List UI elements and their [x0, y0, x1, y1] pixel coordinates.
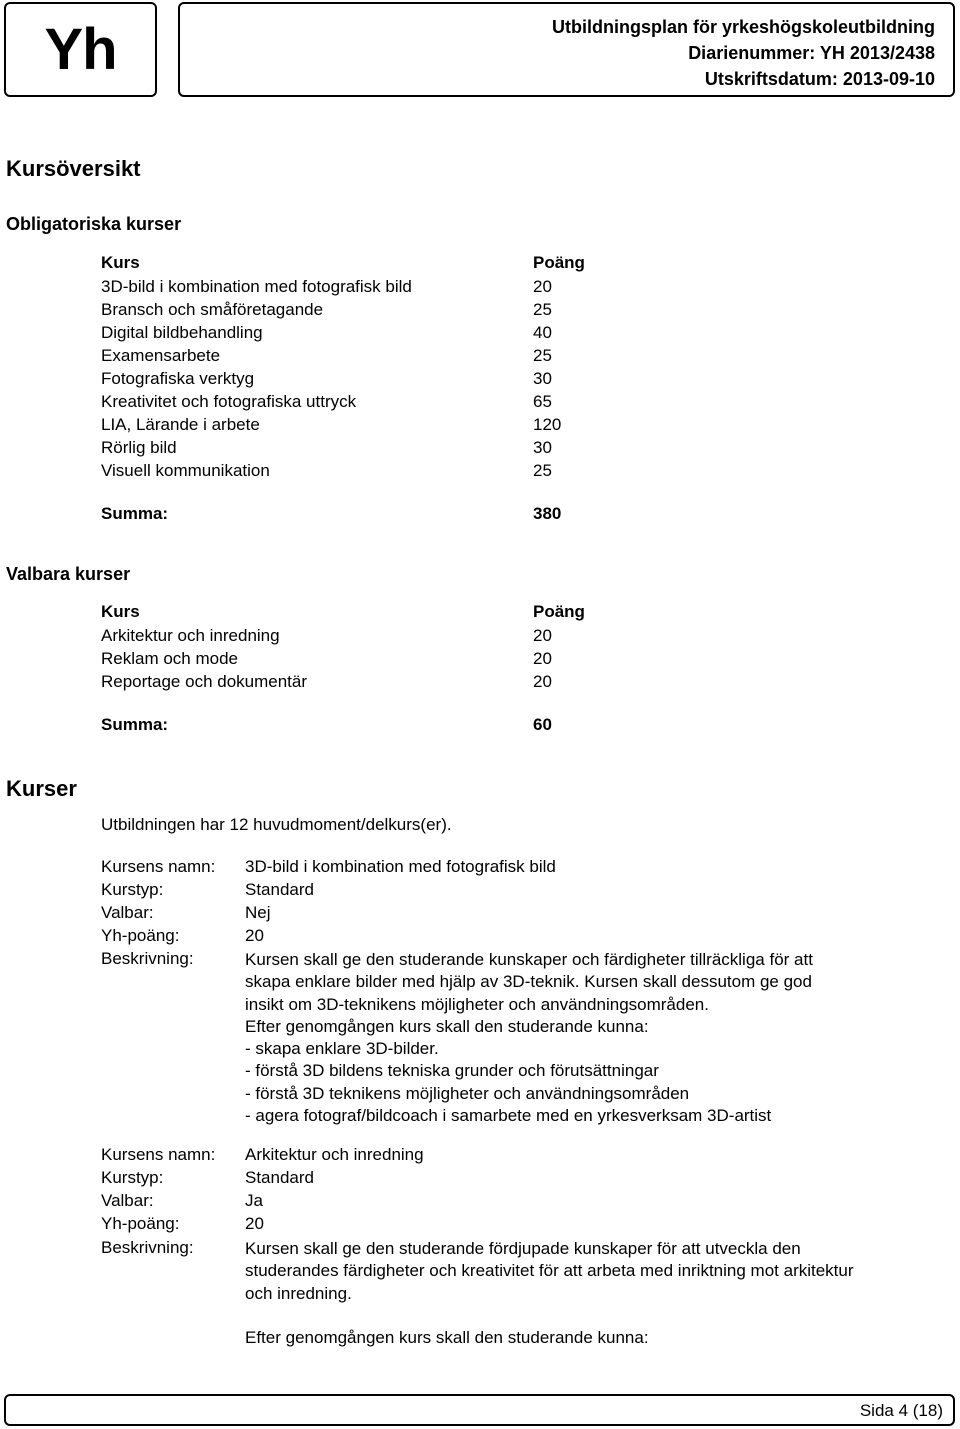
course-points-value: 20 — [245, 926, 264, 945]
course-type-value: Standard — [245, 1168, 314, 1187]
mandatory-row-name: Examensarbete — [101, 346, 221, 365]
mandatory-row-points: 25 — [533, 346, 552, 365]
course-elective-value: Ja — [245, 1191, 263, 1210]
course-description-label: Beskrivning: — [101, 949, 194, 968]
page-footer — [4, 1394, 955, 1426]
optional-col-course: Kurs — [101, 602, 140, 621]
header-title: Utbildningsplan för yrkeshögskoleutbildning — [551, 17, 935, 37]
description-line: Kursen skall ge den studerande fördjupade kunskaper för att utveckla den — [245, 1239, 801, 1258]
mandatory-row-points: 65 — [533, 392, 552, 411]
description-line: Kursen skall ge den studerande kunskaper och färdigheter tillräckliga för att — [245, 950, 813, 969]
course-points-value: 20 — [245, 1214, 264, 1233]
description-line: skapa enklare bilder med hjälp av 3D-teknik. Kursen skall dessutom ge god — [245, 972, 812, 992]
optional-row-points: 20 — [533, 626, 552, 645]
optional-row-points: 20 — [533, 672, 552, 691]
mandatory-row-name: 3D-bild i kombination med fotografisk bild — [101, 277, 412, 296]
mandatory-row-name: Bransch och småföretagande — [101, 300, 324, 319]
mandatory-row-points: 25 — [533, 461, 552, 480]
course-description — [245, 1238, 945, 1349]
document-header — [178, 2, 955, 97]
yh-logo — [4, 2, 157, 97]
course-name-value: 3D-bild i kombination med fotografisk bild — [245, 857, 556, 876]
optional-sum-label: Summa: — [101, 715, 169, 734]
description-line: - agera fotograf/bildcoach i samarbete med en yrkesverksam 3D-artist — [245, 1106, 772, 1126]
overview-title: Kursöversikt — [6, 156, 141, 181]
mandatory-row-name: LIA, Lärande i arbete — [101, 415, 260, 434]
optional-col-points: Poäng — [533, 602, 585, 621]
course-name-label: Kursens namn: — [101, 857, 216, 876]
course-points-label: Yh-poäng: — [101, 1214, 180, 1233]
course-name-label: Kursens namn: — [101, 1145, 216, 1164]
description-line: - förstå 3D bildens tekniska grunder och förutsättningar — [245, 1061, 659, 1081]
course-name-value: Arkitektur och inredning — [245, 1145, 424, 1164]
optional-sum-value: 60 — [533, 715, 552, 734]
course-type-value: Standard — [245, 880, 314, 899]
optional-section-title: Valbara kurser — [6, 564, 131, 584]
optional-row-name: Reklam och mode — [101, 649, 239, 668]
description-line: och inredning. — [245, 1283, 352, 1303]
mandatory-col-points: Poäng — [533, 253, 585, 272]
description-line: Efter genomgången kurs skall den studerande kunna: — [245, 1327, 649, 1347]
description-line: insikt om 3D-teknikens möjligheter och användningsområden. — [245, 994, 709, 1014]
course-type-label: Kurstyp: — [101, 880, 164, 899]
course-description-label: Beskrivning: — [101, 1238, 194, 1257]
mandatory-row-name: Fotografiska verktyg — [101, 369, 255, 388]
mandatory-col-course: Kurs — [101, 253, 140, 272]
courses-section-title: Kurser — [6, 776, 77, 801]
mandatory-row-name: Kreativitet och fotografiska uttryck — [101, 392, 357, 411]
mandatory-row-name: Rörlig bild — [101, 438, 177, 457]
mandatory-sum-value: 380 — [533, 504, 562, 523]
logo-text: Yh — [44, 17, 117, 82]
mandatory-row-name: Visuell kommunikation — [101, 461, 270, 480]
course-elective-label: Valbar: — [101, 903, 154, 922]
course-elective-label: Valbar: — [101, 1191, 154, 1210]
description-line: studerandes färdigheter och kreativitet för att arbeta med inriktning mot arkitektur — [245, 1261, 854, 1281]
course-points-label: Yh-poäng: — [101, 926, 180, 945]
course-elective-value: Nej — [245, 903, 271, 922]
description-line: - skapa enklare 3D-bilder. — [245, 1039, 439, 1059]
optional-row-name: Arkitektur och inredning — [101, 626, 280, 645]
mandatory-row-points: 30 — [533, 369, 552, 388]
course-type-label: Kurstyp: — [101, 1168, 164, 1187]
header-registration-number: Diarienummer: YH 2013/2438 — [688, 43, 935, 63]
description-line — [245, 1305, 945, 1327]
optional-row-name: Reportage och dokumentär — [101, 672, 308, 691]
course-description — [245, 949, 945, 1127]
mandatory-row-points: 40 — [533, 323, 552, 342]
mandatory-row-points: 120 — [533, 415, 562, 434]
mandatory-row-points: 20 — [533, 277, 552, 296]
mandatory-section-title: Obligatoriska kurser — [6, 214, 182, 234]
optional-row-points: 20 — [533, 649, 552, 668]
mandatory-row-name: Digital bildbehandling — [101, 323, 263, 342]
header-print-date: Utskriftsdatum: 2013-09-10 — [704, 69, 935, 89]
description-line: - förstå 3D teknikens möjligheter och användningsområden — [245, 1083, 690, 1103]
mandatory-sum-label: Summa: — [101, 504, 169, 523]
page-number: Sida 4 (18) — [859, 1401, 943, 1420]
description-line: Efter genomgången kurs skall den studerande kunna: — [245, 1016, 649, 1036]
courses-intro: Utbildningen har 12 huvudmoment/delkurs(er). — [101, 815, 452, 834]
mandatory-row-points: 25 — [533, 300, 552, 319]
mandatory-row-points: 30 — [533, 438, 552, 457]
